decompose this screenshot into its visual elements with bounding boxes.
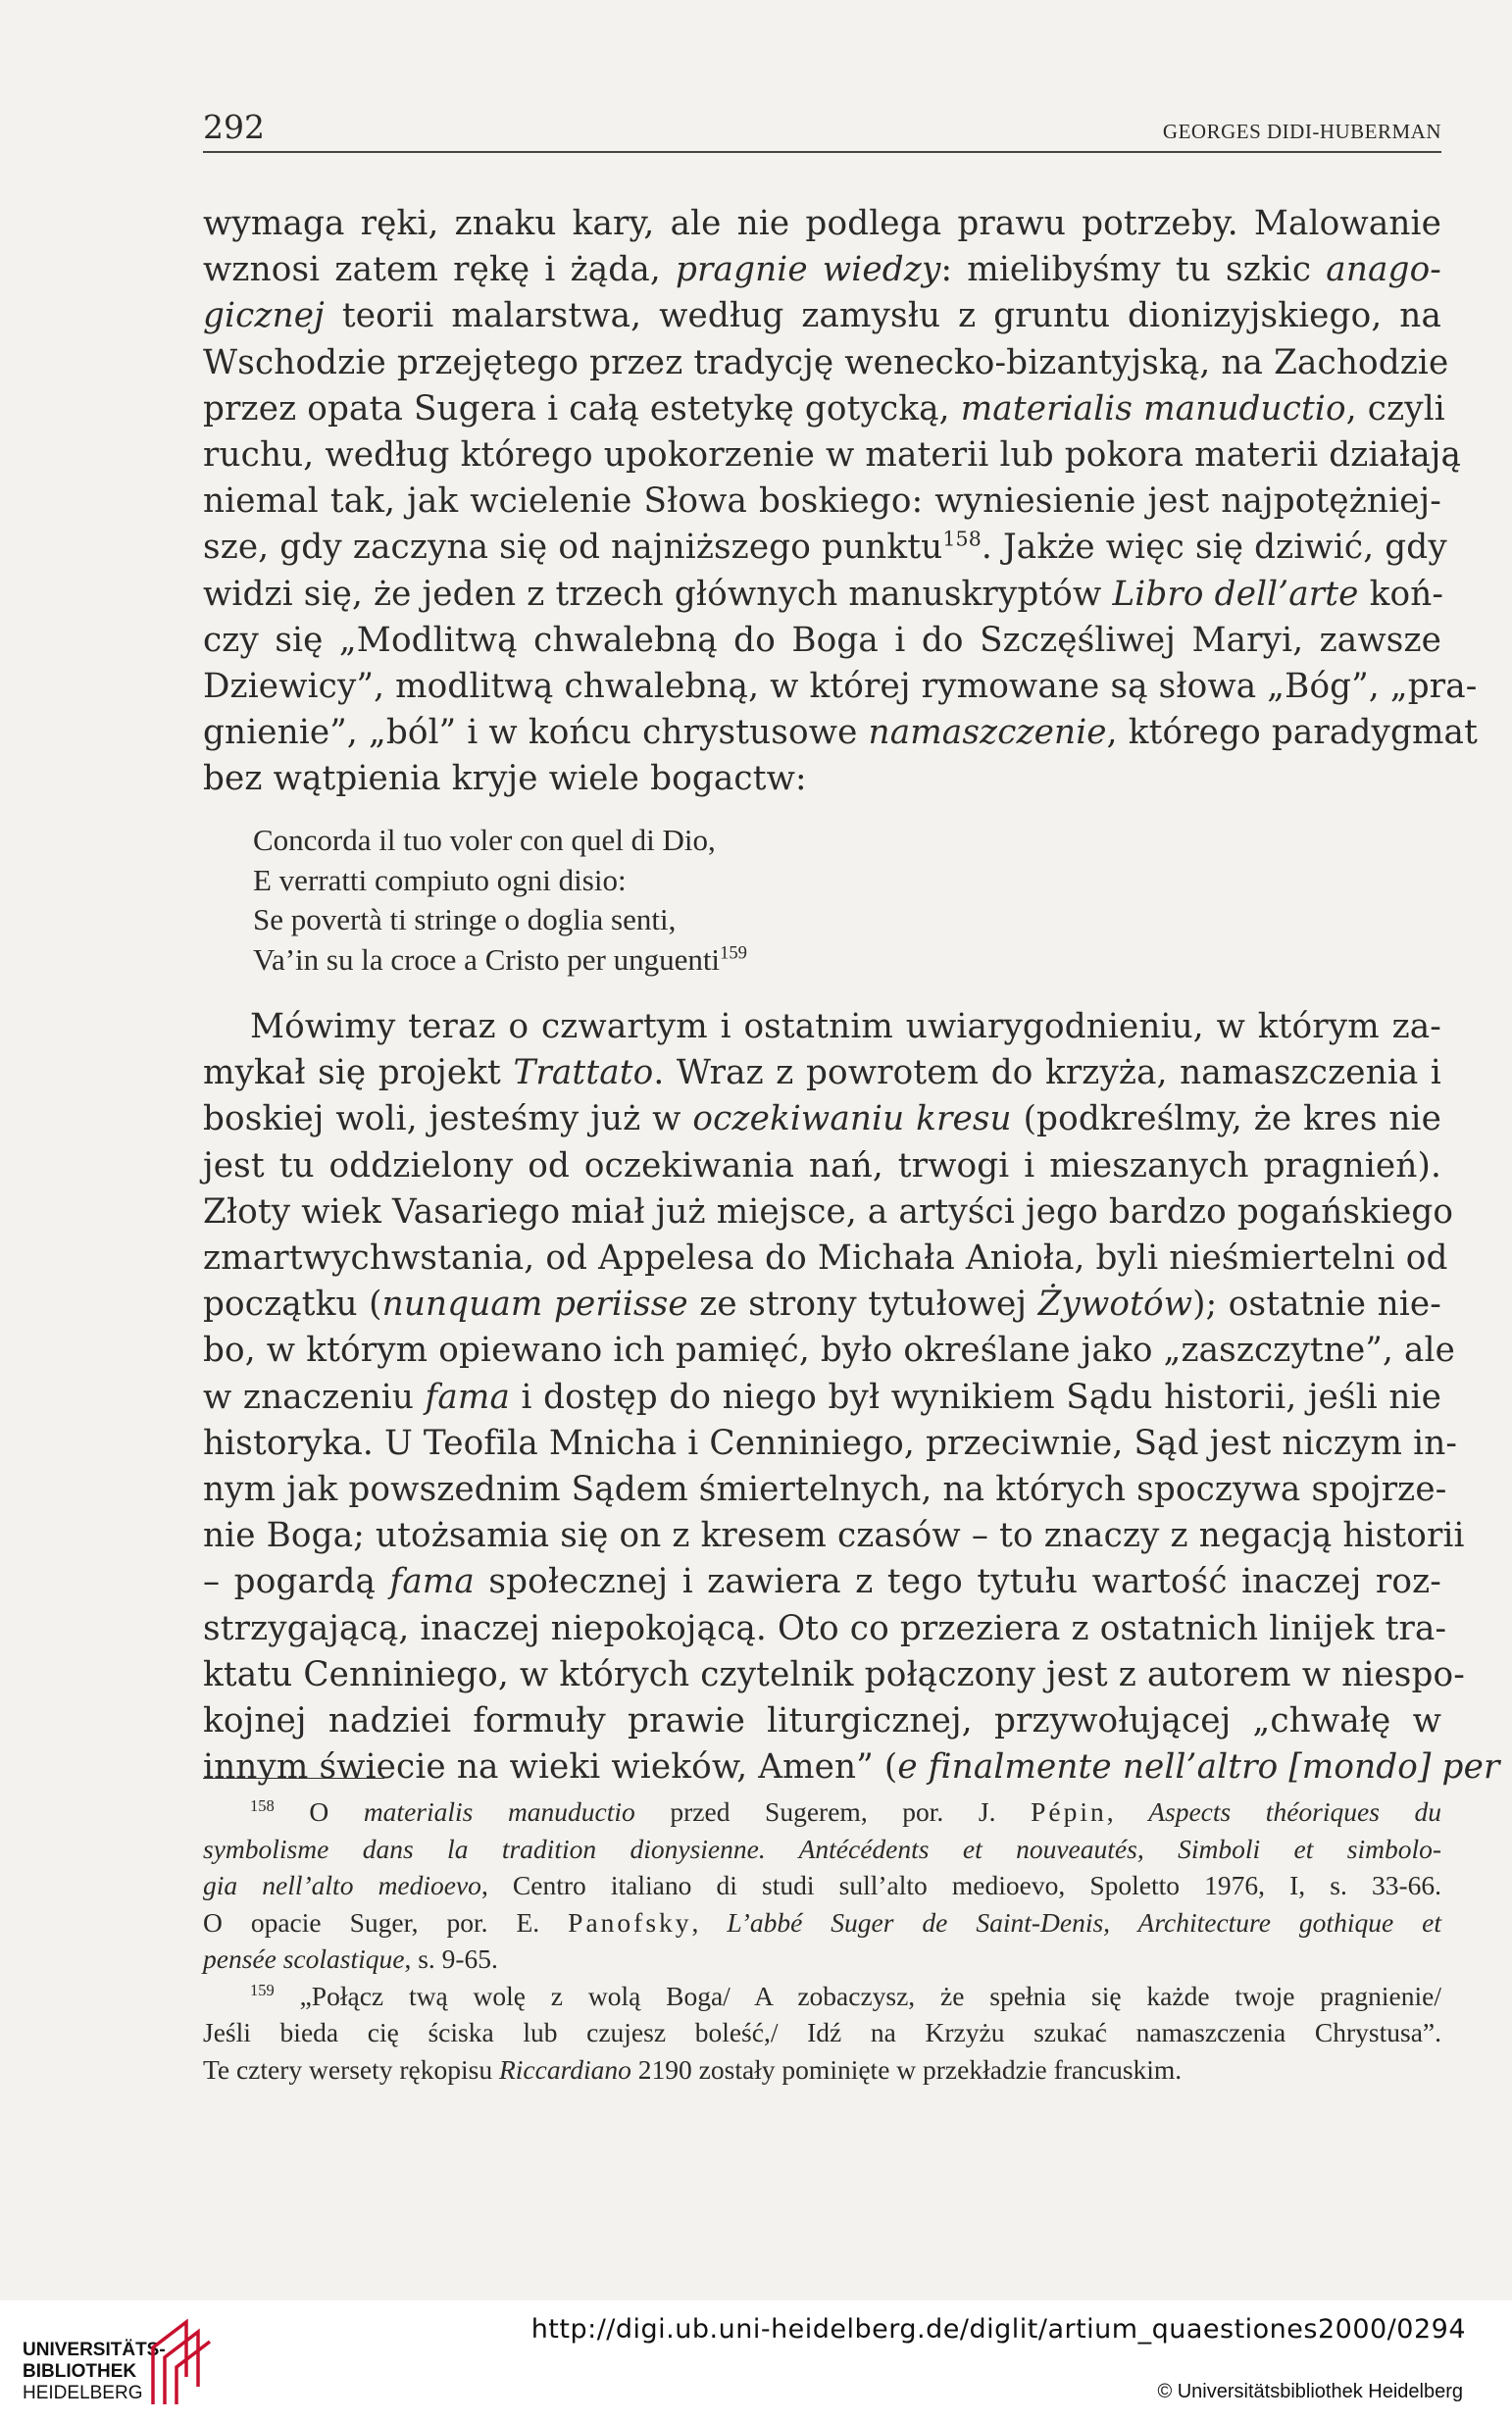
verse-quotation: [253, 821, 1135, 980]
italic-run: nunquam periisse: [381, 1285, 688, 1325]
logo-line-2: BIBLIOTHEK: [23, 2361, 137, 2382]
text-run: – pogardą: [203, 1562, 390, 1602]
text-run: bo, w którym opiewano ich pamięć, było określane jako „zaszczytne”, ale: [203, 1331, 1456, 1371]
text-run: E verratti compiuto ogni disio:: [253, 862, 627, 897]
footnote-line: [203, 1867, 1441, 1904]
text-line: [203, 1375, 1441, 1421]
text-line: [203, 756, 1441, 802]
italic-run: materialis manuductio: [960, 388, 1346, 429]
text-run: nie Boga; utożsamia się on z kresem czasów – to znaczy z negacją historii: [203, 1516, 1465, 1556]
text-run: ,: [1106, 1796, 1149, 1827]
footnotes: [203, 1793, 1441, 2088]
text-run: kojnej nadziei formuły prawie liturgicznej, przywołującej „chwałę w: [203, 1701, 1441, 1741]
footnote-marker: 159: [720, 942, 747, 964]
text-run: Se povertà ti stringe o doglia senti,: [253, 902, 677, 936]
italic-run: gicznej: [203, 296, 325, 336]
verse-line: [253, 861, 1135, 901]
text-run: strzygającą, inaczej niepokojącą. Oto co przeziera z ostatnich linijek tra-: [203, 1608, 1447, 1648]
italic-run: gia nell’alto medioevo: [203, 1870, 481, 1900]
text-line: [203, 1328, 1456, 1374]
text-run: przed Sugerem, por. J.: [634, 1796, 1032, 1827]
page-number: 292: [203, 108, 265, 146]
text-run: O opacie Suger, por. E.: [203, 1906, 569, 1938]
text-run: wznosi zatem rękę i żąda,: [203, 250, 677, 290]
text-line: [203, 247, 1441, 293]
text-run: sze, gdy zaczyna się od najniższego punktu: [203, 528, 943, 568]
text-run: Dziewicy”, modlitwą chwalebną, w której rymowane są słowa „Bóg”, „pra-: [203, 667, 1478, 707]
italic-run: symbolisme dans la tradition dionysienne. Antécédents et nouveautés, Simboli et simbolo-: [203, 1833, 1441, 1864]
footnote-rule: [203, 1778, 384, 1779]
text-run: ); ostatnie nie-: [1192, 1285, 1441, 1325]
footnote-line: [203, 1978, 1441, 2015]
italic-run: namaszczenie: [868, 713, 1107, 753]
text-run: jest tu oddzielony od oczekiwania nań, trwogi i mieszanych pragnień).: [203, 1145, 1441, 1186]
italic-run: materialis manuductio: [363, 1796, 635, 1827]
text-run: Jeśli bieda cię ściska lub czujesz boleść,/ Idź na Krzyżu szukać namaszczenia Chrystusa”.: [203, 2017, 1441, 2047]
text-run: Va’in su la croce a Cristo per unguenti: [253, 941, 721, 977]
body-paragraph-1: [203, 201, 1478, 803]
italic-run: oczekiwaniu kresu: [692, 1099, 1012, 1139]
text-line: [203, 1189, 1454, 1236]
text-run: nym jak powszednim Sądem śmiertelnych, na których spoczywa spojrze-: [203, 1470, 1447, 1510]
text-run: i dostęp do niego był wynikiem Sądu historii, jeśli nie: [509, 1377, 1441, 1417]
italic-run: fama: [389, 1562, 475, 1602]
italic-run: e finalmente nell’altro [mondo] per: [897, 1747, 1500, 1788]
text-line: [203, 201, 1441, 247]
text-line: [203, 1096, 1441, 1142]
text-run: społecznej i zawiera z tego tytułu wartość inaczej roz-: [474, 1562, 1441, 1602]
text-run: czy się „Modlitwą chwalebną do Boga i do Szczęśliwej Maryi, zawsze: [203, 620, 1441, 660]
footnote-marker: 158: [942, 528, 982, 552]
text-line: [203, 432, 1462, 479]
text-line: [203, 1050, 1441, 1096]
text-line: [203, 618, 1441, 664]
footnote-line: [203, 1904, 1441, 1942]
running-head: GEORGES DIDI-HUBERMAN: [1162, 120, 1441, 143]
text-line: [203, 1606, 1447, 1652]
text-line: [203, 1559, 1441, 1605]
library-logo-text: [23, 2340, 166, 2404]
library-logo-icon: [147, 2318, 216, 2406]
footnote-marker: 159: [250, 1980, 275, 1999]
text-run: historyka. U Teofila Mnicha i Cenniniego, przeciwnie, Sąd jest niczym in-: [203, 1423, 1458, 1463]
italic-run: Aspects théoriques du: [1148, 1796, 1441, 1827]
text-run: początku (: [203, 1285, 382, 1325]
text-run: „Połącz twą wolę z wolą Boga/ A zobaczysz, że spełnia się każde twoje pragnienie/: [274, 1980, 1441, 2011]
text-line: [203, 525, 1447, 571]
digitization-banner: [0, 2300, 1512, 2422]
verse-line: [253, 940, 1135, 981]
text-line: [203, 572, 1444, 618]
text-line: [203, 293, 1441, 339]
text-line: [203, 1004, 1441, 1050]
italic-run: Riccardiano: [498, 2053, 631, 2085]
text-run: przez opata Sugera i całą estetykę gotycką,: [203, 388, 961, 429]
text-run: Mówimy teraz o czwartym i ostatnim uwiarygodnieniu, w którym za-: [250, 1007, 1441, 1046]
text-line: [203, 1652, 1465, 1698]
text-run: . Jakże więc się dziwić, gdy: [981, 528, 1447, 568]
text-line: [203, 1421, 1458, 1467]
footnote-line: [203, 1793, 1441, 1831]
text-run: zmartwychwstania, od Appelesa do Michała Anioła, byli nieśmiertelni od: [203, 1238, 1448, 1279]
text-line: [203, 664, 1478, 710]
text-run: bez wątpienia kryje wiele bogactw:: [203, 759, 807, 799]
text-line: [203, 1467, 1447, 1513]
footnote-line: [203, 1941, 1441, 1978]
text-run: widzi się, że jeden z trzech głównych manuskryptów: [203, 574, 1113, 614]
text-run: Złoty wiek Vasariego miał już miejsce, a artyści jego bardzo pogańskiego: [203, 1191, 1454, 1232]
author-name: Panofsky: [568, 1906, 692, 1938]
text-run: Wschodzie przejętego przez tradycję wenecko-bizantyjską, na Zachodzie: [203, 342, 1449, 382]
text-run: gnienie”, „ból” i w końcu chrystusowe: [203, 713, 869, 753]
logo-line-1: UNIVERSITÄTS-: [23, 2340, 166, 2360]
text-run: boskiej woli, jesteśmy już w: [203, 1099, 693, 1139]
text-run: innym świecie na wieki wieków, Amen” (: [203, 1747, 898, 1788]
text-line: [203, 710, 1478, 756]
text-run: , czyli: [1345, 388, 1445, 429]
footnote-line: [203, 1831, 1441, 1868]
italic-run: pensée scolastique: [203, 1943, 405, 1974]
author-name: Pépin: [1031, 1796, 1107, 1827]
text-run: ktatu Cenniniego, w których czytelnik połączony jest z autorem w niespo-: [203, 1654, 1465, 1694]
italic-run: Libro dell’arte: [1112, 574, 1359, 614]
text-run: . Wraz z powrotem do krzyża, namaszczenia i: [653, 1053, 1441, 1093]
text-line: [203, 1282, 1441, 1328]
source-url-link[interactable]: http://digi.ub.uni-heidelberg.de/diglit/artium_quaestiones2000/0294: [530, 2314, 1466, 2345]
italic-run: Żywotów: [1037, 1285, 1193, 1325]
logo-line-3: HEIDELBERG: [23, 2383, 143, 2403]
text-line: [203, 1744, 1500, 1791]
page-header: [203, 106, 1441, 153]
text-run: teorii malarstwa, według zamysłu z gruntu dionizyjskiego, na: [324, 296, 1441, 336]
italic-run: Trattato: [513, 1053, 654, 1093]
footnote-marker: 158: [250, 1795, 275, 1815]
footnote-line: [203, 2014, 1441, 2051]
text-line: [203, 1236, 1448, 1282]
copyright-notice: © Universitätsbibliothek Heidelberg: [1157, 2381, 1463, 2402]
text-line: [203, 479, 1441, 525]
text-run: koń-: [1358, 574, 1444, 614]
text-line: [203, 1698, 1441, 1744]
text-run: (podkreślmy, że kres nie: [1011, 1099, 1442, 1139]
text-run: Concorda il tuo voler con quel di Dio,: [253, 823, 716, 857]
text-run: 2190 zostały pominięte w przekładzie francuskim.: [630, 2053, 1183, 2085]
text-run: ruchu, według którego upokorzenie w materii lub pokora materii działają: [203, 435, 1462, 476]
text-line: [203, 1143, 1441, 1189]
body-paragraph-2: [203, 1004, 1500, 1791]
text-run: ze strony tytułowej: [687, 1285, 1038, 1325]
text-line: [203, 1513, 1465, 1559]
text-line: [203, 340, 1449, 386]
text-run: : mielibyśmy tu szkic: [940, 250, 1327, 290]
text-run: , którego paradygmat: [1106, 713, 1478, 753]
text-line: [203, 386, 1445, 432]
text-run: Te cztery wersety rękopisu: [203, 2053, 499, 2085]
footnote-line: [203, 2051, 1441, 2089]
italic-run: pragnie wiedzy: [676, 250, 941, 290]
text-run: wymaga ręki, znaku kary, ale nie podlega prawu potrzeby. Malowanie: [203, 204, 1441, 243]
italic-run: anago-: [1326, 250, 1441, 290]
text-run: w znaczeniu: [203, 1377, 426, 1417]
italic-run: L’abbé Suger de Saint-Denis, Architecture gothique et: [727, 1906, 1441, 1938]
text-run: mykał się projekt: [203, 1053, 514, 1093]
text-run: ,: [691, 1906, 728, 1938]
verse-line: [253, 821, 1135, 861]
verse-line: [253, 900, 1135, 940]
text-run: , Centro italiano di studi sull’alto medioevo, Spoletto 1976, I, s. 33-66.: [480, 1870, 1441, 1900]
text-run: niemal tak, jak wcielenie Słowa boskiego: wyniesienie jest najpotężniej-: [203, 481, 1441, 522]
italic-run: fama: [425, 1377, 510, 1417]
text-run: , s. 9-65.: [404, 1943, 498, 1974]
text-run: O: [274, 1796, 364, 1827]
